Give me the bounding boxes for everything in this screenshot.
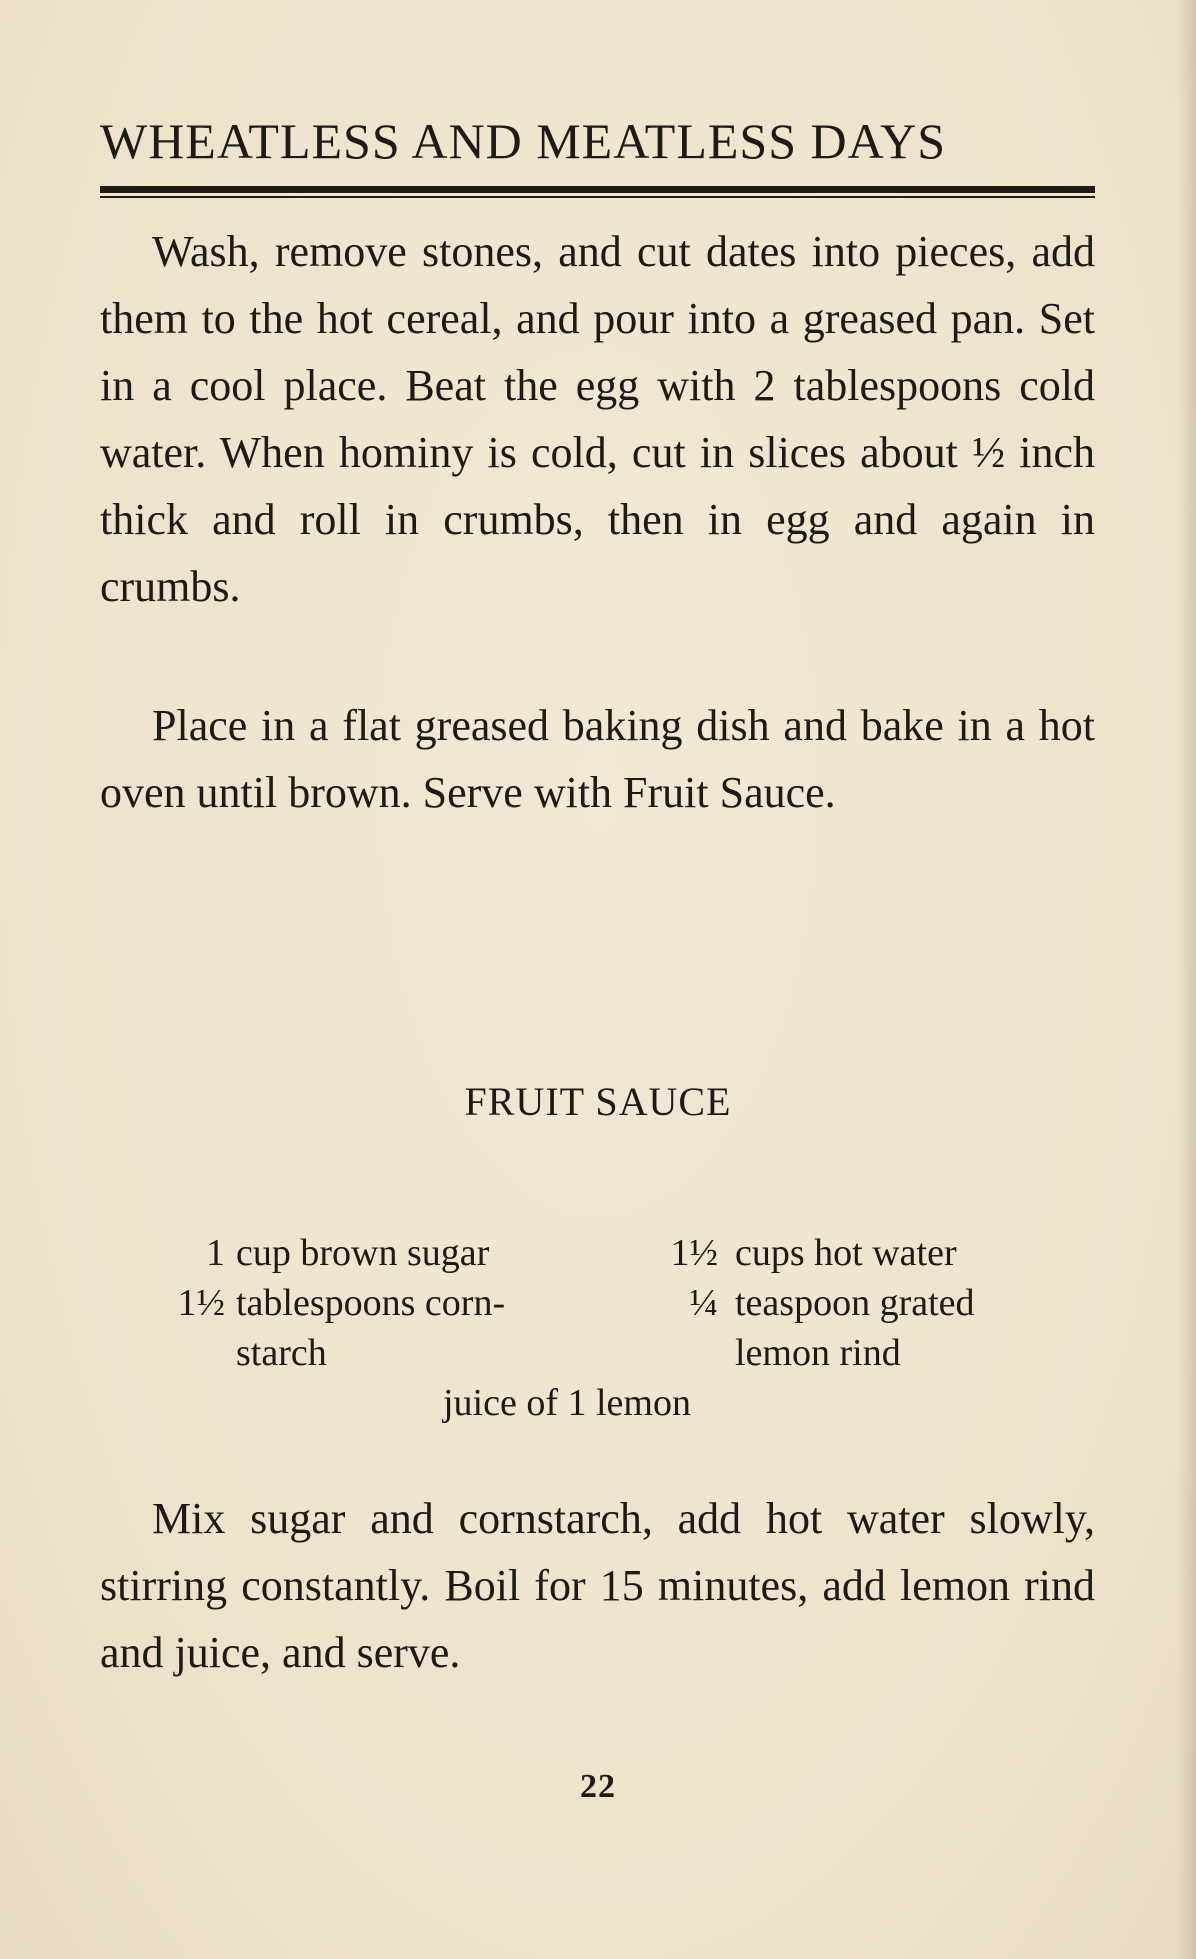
ingredient-quantity: 1½ [177, 1282, 225, 1324]
ingredient-text: starch [236, 1332, 327, 1374]
instruction-paragraph: Place in a flat greased baking dish and bake in a hot oven until brown. Serve with Fruit Sauce. [100, 701, 1095, 817]
ingredient-text: teaspoon grated [735, 1282, 975, 1324]
instruction-paragraph: Wash, remove stones, and cut dates into pieces, add them to the hot cereal, and pour into a greased pan. Set in a cool place. Beat the egg with 2 tablespoons cold water. When hominy is cold, cut in slices about ½ inch thick and roll in crumbs, then in egg and again in crumbs. [100, 227, 1095, 611]
ingredient-text: cup brown sugar [236, 1232, 490, 1274]
header-rule-thin [100, 196, 1095, 198]
ingredient-text: lemon rind [735, 1332, 901, 1374]
instruction-paragraph: Mix sugar and cornstarch, add hot water slowly, stirring constantly. Boil for 15 minutes, add lemon rind and juice, and serve. [100, 1494, 1095, 1677]
ingredient-text: cups hot water [735, 1232, 957, 1274]
ingredient-text: tablespoons corn- [236, 1282, 506, 1324]
ingredient-quantity: ¼ [689, 1282, 718, 1324]
running-head: WHEATLESS AND MEATLESS DAYS [100, 113, 947, 169]
page-number: 22 [580, 1768, 616, 1805]
page-edge-shadow [1178, 0, 1196, 1959]
ingredient-text: juice of 1 lemon [443, 1382, 691, 1424]
ingredient-quantity: 1 [206, 1232, 225, 1274]
header-rule-thick [100, 186, 1095, 193]
ingredient-quantity: 1½ [670, 1232, 718, 1274]
recipe-title: FRUIT SAUCE [464, 1079, 732, 1124]
